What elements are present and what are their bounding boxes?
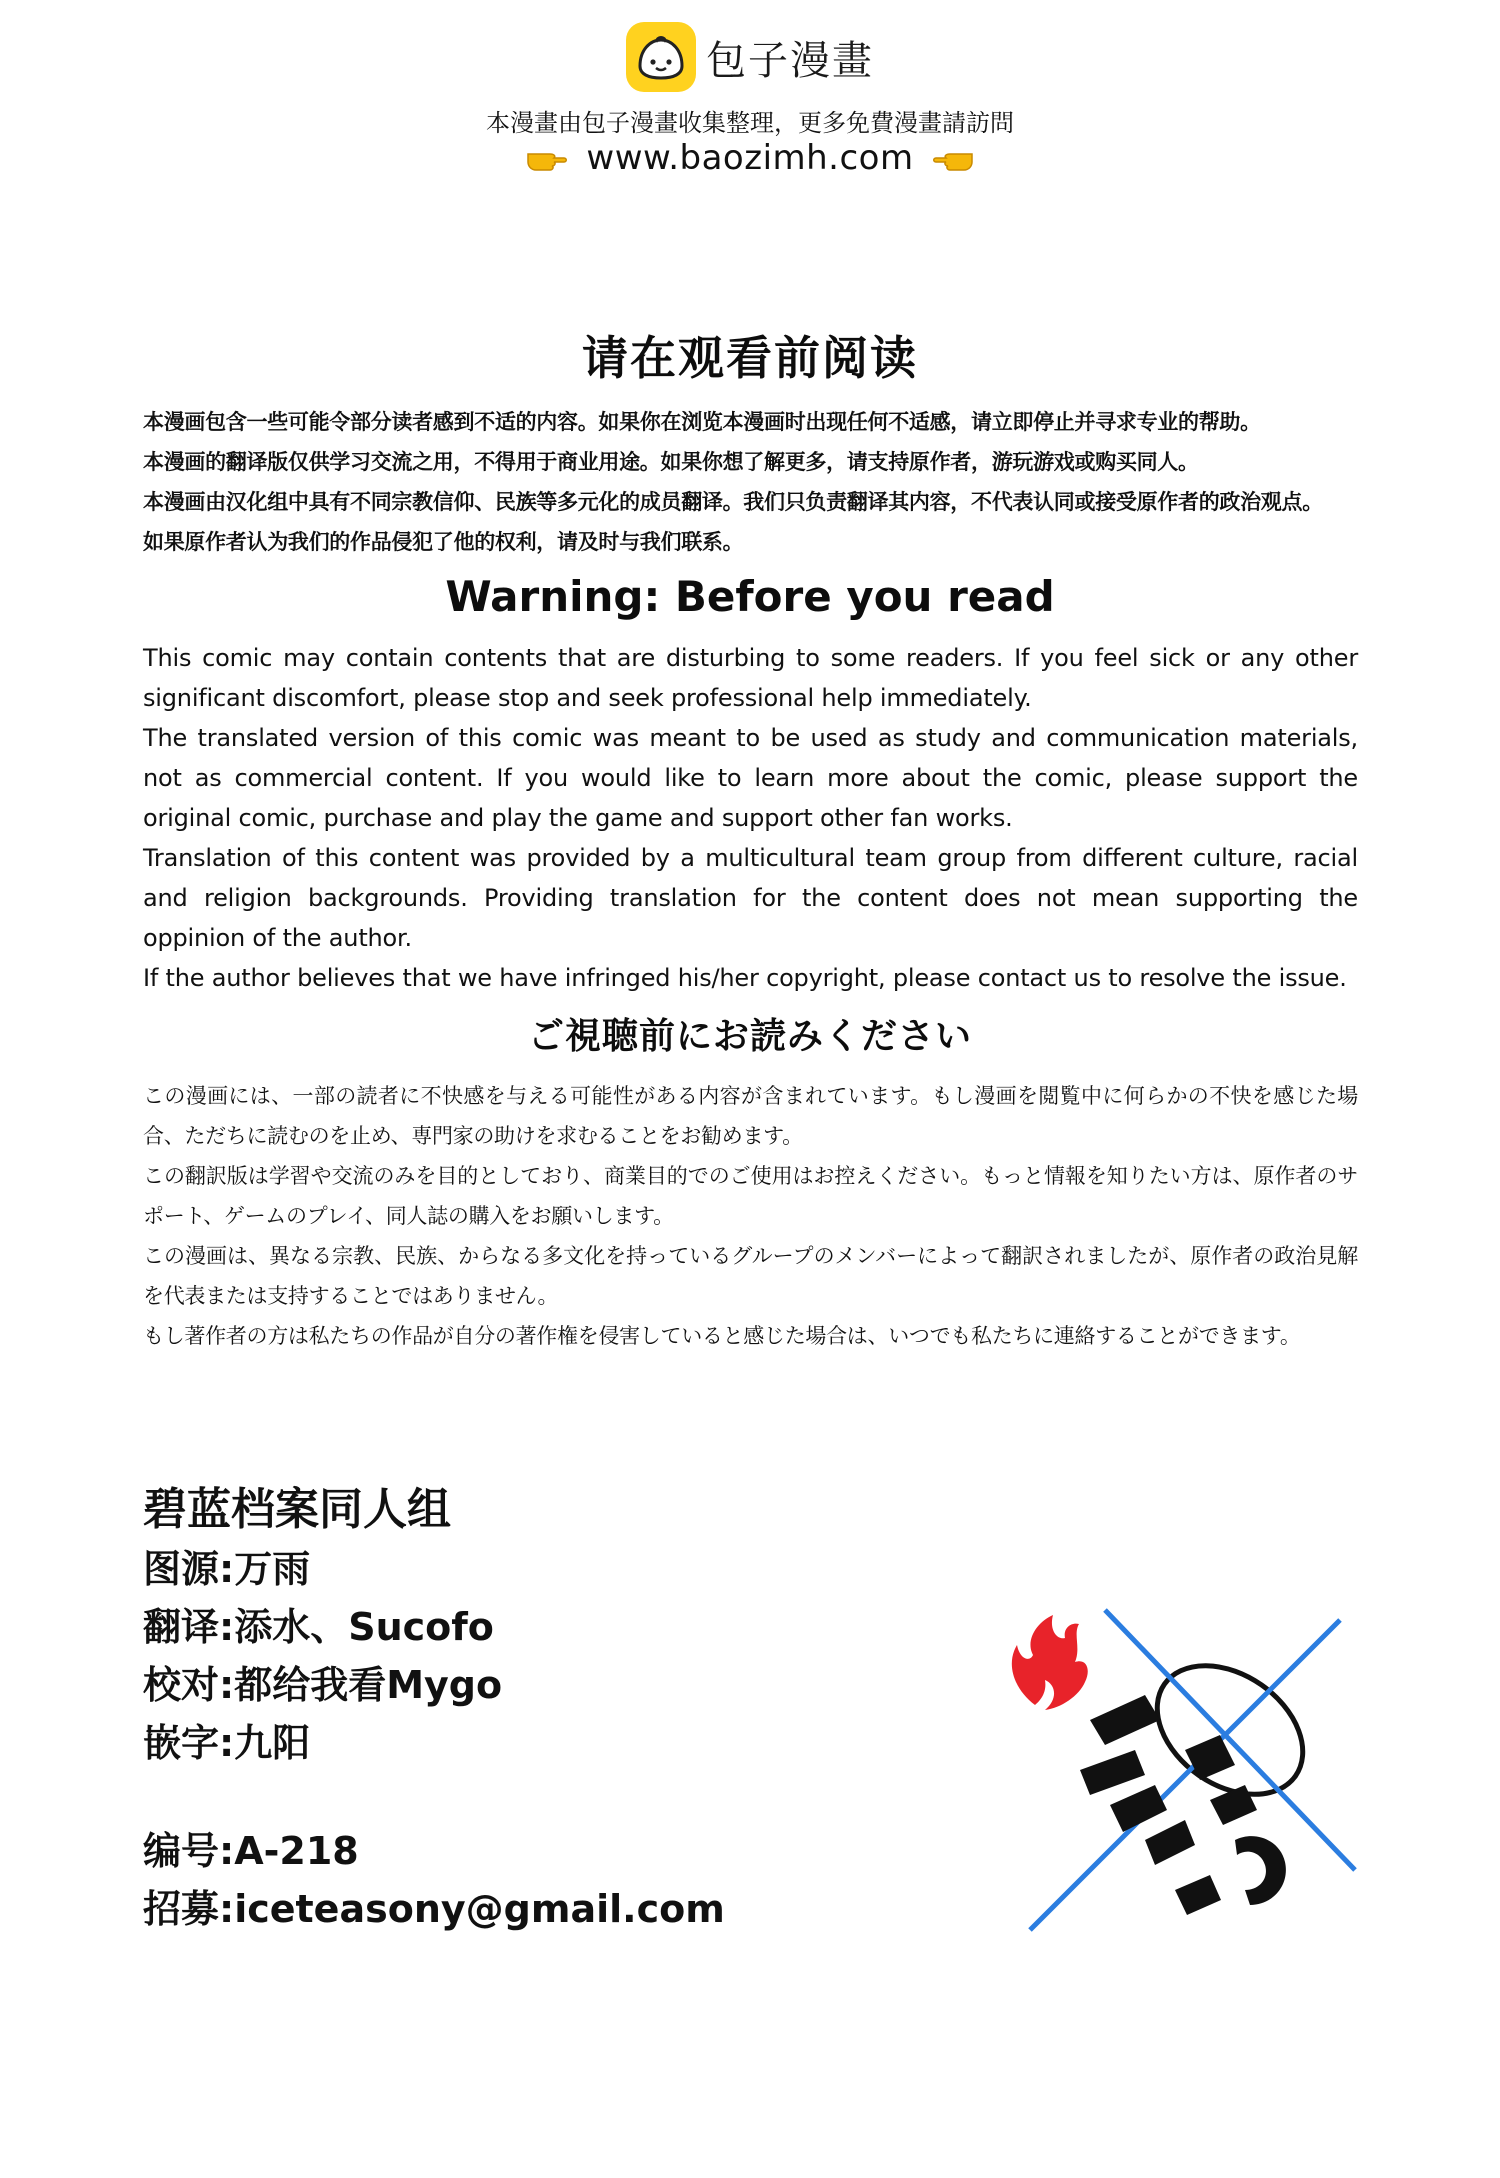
- notice-en-title: Warning: Before you read: [445, 572, 1055, 621]
- notice-ja-title: ご視聴前にお読みください: [527, 1016, 972, 1057]
- notice-ja-paragraph: この翻訳版は学習や交流のみを目的としており、商業目的でのご使用はお控えください。もっと情報を知りたい方は、原作者のサポート、ゲームのプレイ、同人誌の購入をお願いします。: [143, 1164, 1358, 1228]
- credits-block: [143, 1480, 943, 1938]
- notice-en-paragraph: The translated version of this comic was meant to be used as study and communication materials, not as commercial content. If you would like to learn more about the comic, please support the original comic, purchase and play the game and support other fan works.: [143, 724, 1358, 832]
- notice-ja-paragraph: この漫画は、異なる宗教、民族、からなる多文化を持っているグループのメンバーによって翻訳されましたが、原作者の政治見解を代表または支持することではありません。: [143, 1244, 1358, 1308]
- credit-translation: 翻译:添水、Sucofo: [143, 1605, 494, 1649]
- notice-ja-body: [143, 1076, 1358, 1356]
- credit-recruit-email[interactable]: 招募:iceteasony@gmail.com: [143, 1887, 725, 1931]
- notice-zh-paragraph: 本漫画包含一些可能令部分读者感到不适的内容。如果你在浏览本漫画时出现任何不适感，请立即停止并寻求专业的帮助。: [143, 410, 1261, 434]
- notice-ja-paragraph: この漫画には、一部の読者に不快感を与える可能性がある内容が含まれています。もし漫画を閲覧中に何らかの不快を感じた場合、ただちに読むのを止め、専門家の助けを求むることをお勧めます。: [143, 1084, 1358, 1148]
- credit-source: 图源:万雨: [143, 1547, 311, 1591]
- flame-icon: [1012, 1615, 1088, 1710]
- notice-en-body: [143, 638, 1358, 998]
- brand-url-link[interactable]: www.baozimh.com: [586, 138, 914, 178]
- notice-zh-paragraph: 本漫画由汉化组中具有不同宗教信仰、民族等多元化的成员翻译。我们只负责翻译其内容，不代表认同或接受原作者的政治观点。: [143, 490, 1323, 514]
- notice-zh-title: 请在观看前阅读: [582, 331, 918, 385]
- notice-en-paragraph: Translation of this content was provided by a multicultural team group from different culture, racial and religion backgrounds. Providing translation for the content does not mean supporting the oppinion of the author.: [143, 844, 1358, 952]
- pointing-hand-right-icon: [524, 142, 568, 174]
- brand-url-row: [0, 135, 1500, 181]
- notice-ja-paragraph: もし著作者の方は私たちの作品が自分の著作権を侵害していると感じた場合は、いつでも私たちに連絡することができます。: [143, 1324, 1301, 1348]
- credit-proofreading: 校对:都给我看Mygo: [143, 1663, 503, 1707]
- brand-header: [0, 22, 1500, 92]
- credit-id: 编号:A-218: [143, 1829, 359, 1873]
- baozi-logo-icon: [626, 22, 696, 92]
- brand-subtitle: 本漫畫由包子漫畫收集整理，更多免費漫畫請訪問: [486, 109, 1014, 137]
- notice-en-paragraph: If the author believes that we have infringed his/her copyright, please contact us to resolve the issue.: [143, 964, 1347, 992]
- team-logo-icon: [995, 1600, 1365, 1940]
- notice-zh-paragraph: 如果原作者认为我们的作品侵犯了他的权利，请及时与我们联系。: [143, 530, 744, 554]
- brand-name: 包子漫畫: [706, 37, 874, 84]
- notice-en-paragraph: This comic may contain contents that are disturbing to some readers. If you feel sick or any other significant discomfort, please stop and seek professional help immediately.: [143, 644, 1358, 712]
- credit-typesetting: 嵌字:九阳: [143, 1721, 311, 1765]
- notice-zh-body: [143, 402, 1358, 562]
- notice-zh-paragraph: 本漫画的翻译版仅供学习交流之用，不得用于商业用途。如果你想了解更多，请支持原作者，游玩游戏或购买同人。: [143, 450, 1199, 474]
- credit-group-name: 碧蓝档案同人组: [143, 1484, 451, 1535]
- pointing-hand-left-icon: [932, 142, 976, 174]
